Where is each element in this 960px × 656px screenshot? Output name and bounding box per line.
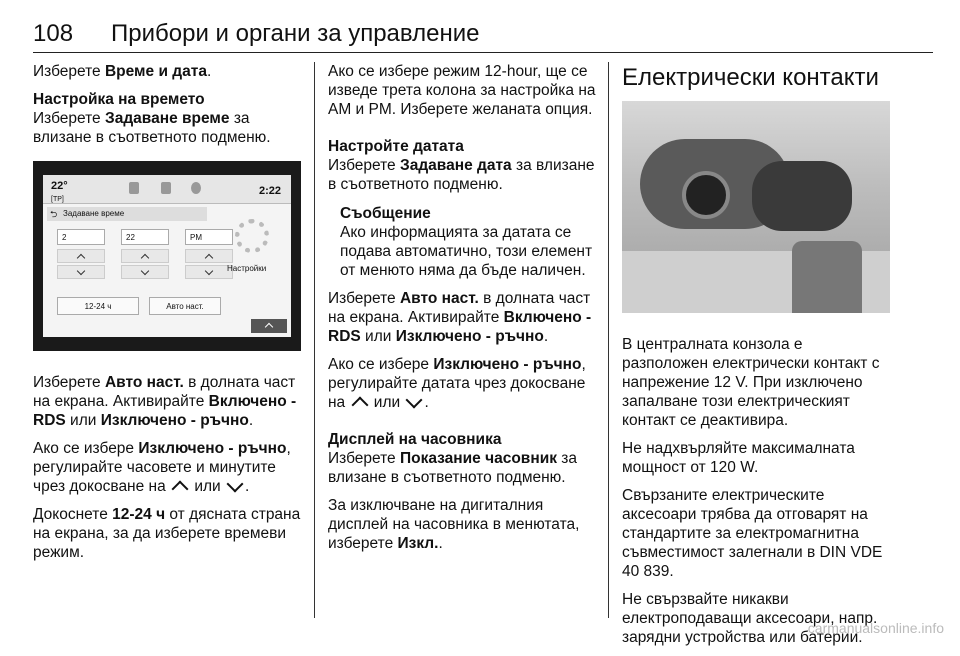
paragraph: Изберете Авто наст. в долната част на екрана. Активирайте Включено - RDS или Изключено - ръчно. (33, 374, 297, 429)
ampm-value: PM (185, 229, 233, 245)
settings-label[interactable]: Настройки (227, 264, 267, 273)
note-heading: Съобщение (340, 205, 431, 222)
watermark: carmanualsonline.info (807, 620, 944, 636)
column-1 (33, 62, 301, 571)
chevron-up-icon (172, 481, 189, 498)
paragraph: Изберете Задаване време за влизане в съответното подменю. (33, 110, 271, 146)
section-title: Електрически контакти (622, 64, 879, 91)
paragraph: Изберете Показание часовник за влизане в съответното подменю. (328, 450, 578, 486)
nav-icon (191, 182, 201, 194)
note-text: Ако информацията за датата се подава автоматично, този елемент от менюто няма да бъде наличен. (340, 224, 593, 279)
minute-up-button[interactable] (121, 249, 169, 263)
paragraph: Изберете Време и дата. (33, 63, 212, 80)
paragraph: Изберете Задаване дата за влизане в съответното подменю. (328, 157, 595, 193)
column-divider (608, 62, 609, 618)
hour-value: 2 (57, 229, 105, 245)
page-title: Прибори и органи за управление (111, 20, 480, 47)
page-number: 108 (33, 20, 74, 47)
column-2 (328, 62, 596, 562)
scroll-up-button[interactable] (251, 319, 287, 333)
paragraph: Свързаните електрическите аксесоари трябва да отговарят на стандартите за електромагнитна съвместимост залегнали в DIN VDE 40 839. (622, 487, 883, 580)
gear-icon[interactable] (235, 219, 269, 253)
back-icon: ⮌ (50, 209, 58, 219)
paragraph: Докоснете 12-24 ч от дясната страна на екрана, за да изберете времеви режим. (33, 506, 301, 561)
paragraph: Ако се избере Изключено - ръчно, регулирайте датата чрез докосване на или . (328, 355, 596, 412)
time-settings-screen (43, 175, 291, 337)
console-socket-photo (622, 101, 890, 313)
paragraph: Не надхвърляйте максималната мощност от 120 W. (622, 440, 855, 476)
section-heading: Настройте датата (328, 138, 464, 155)
paragraph: Ако се избере Изключено - ръчно, регулирайте часовете и минутите чрез докосване на или . (33, 439, 301, 496)
paragraph: Изберете Авто наст. в долната част на екрана. Активирайте Включено - RDS или Изключено - ръчно. (328, 290, 592, 345)
ampm-down-button[interactable] (185, 265, 233, 279)
column-3 (622, 62, 890, 656)
status-bar (43, 175, 291, 204)
auto-set-button[interactable]: Авто наст. (149, 297, 221, 315)
hour-up-button[interactable] (57, 249, 105, 263)
paragraph: Не свързвайте никакви електроподаващи аксесоари, напр. зарядни устройства или батерии. (622, 591, 878, 646)
paragraph: Ако се избере режим 12-hour, ще се изведе трета колона за настройка на AM и PM. Изберете желаната опция. (328, 63, 596, 118)
section-heading: Дисплей на часовника (328, 431, 502, 448)
music-icon (129, 182, 139, 194)
cupholder-shape (752, 161, 852, 231)
paragraph: В централната конзола е разположен електрически контакт с напрежение 12 V. При изключено запалване този електрическият контакт се деактивира. (622, 336, 880, 429)
column-divider (314, 62, 315, 618)
ampm-up-button[interactable] (185, 249, 233, 263)
hour-down-button[interactable] (57, 265, 105, 279)
phone-icon (161, 182, 171, 194)
minute-down-button[interactable] (121, 265, 169, 279)
page-header (33, 18, 933, 53)
chevron-up-icon (351, 397, 368, 414)
handbrake-shape (792, 241, 862, 313)
power-socket-shape (682, 171, 730, 219)
clock: 2:22 (258, 185, 281, 197)
chevron-down-icon (406, 392, 423, 409)
temperature: 22° (51, 180, 68, 192)
chevron-down-icon (227, 476, 244, 493)
12-24-button[interactable]: 12-24 ч (57, 297, 139, 315)
infotainment-screenshot (33, 161, 301, 351)
paragraph: За изключване на дигиталния дисплей на часовника в менютата, изберете Изкл.. (328, 497, 580, 552)
section-heading: Настройка на времето (33, 91, 205, 108)
minute-value: 22 (121, 229, 169, 245)
tp-indicator: [TP] (51, 196, 64, 203)
back-button[interactable]: ⮌ Задаване време (47, 207, 207, 221)
note-box (328, 204, 596, 280)
